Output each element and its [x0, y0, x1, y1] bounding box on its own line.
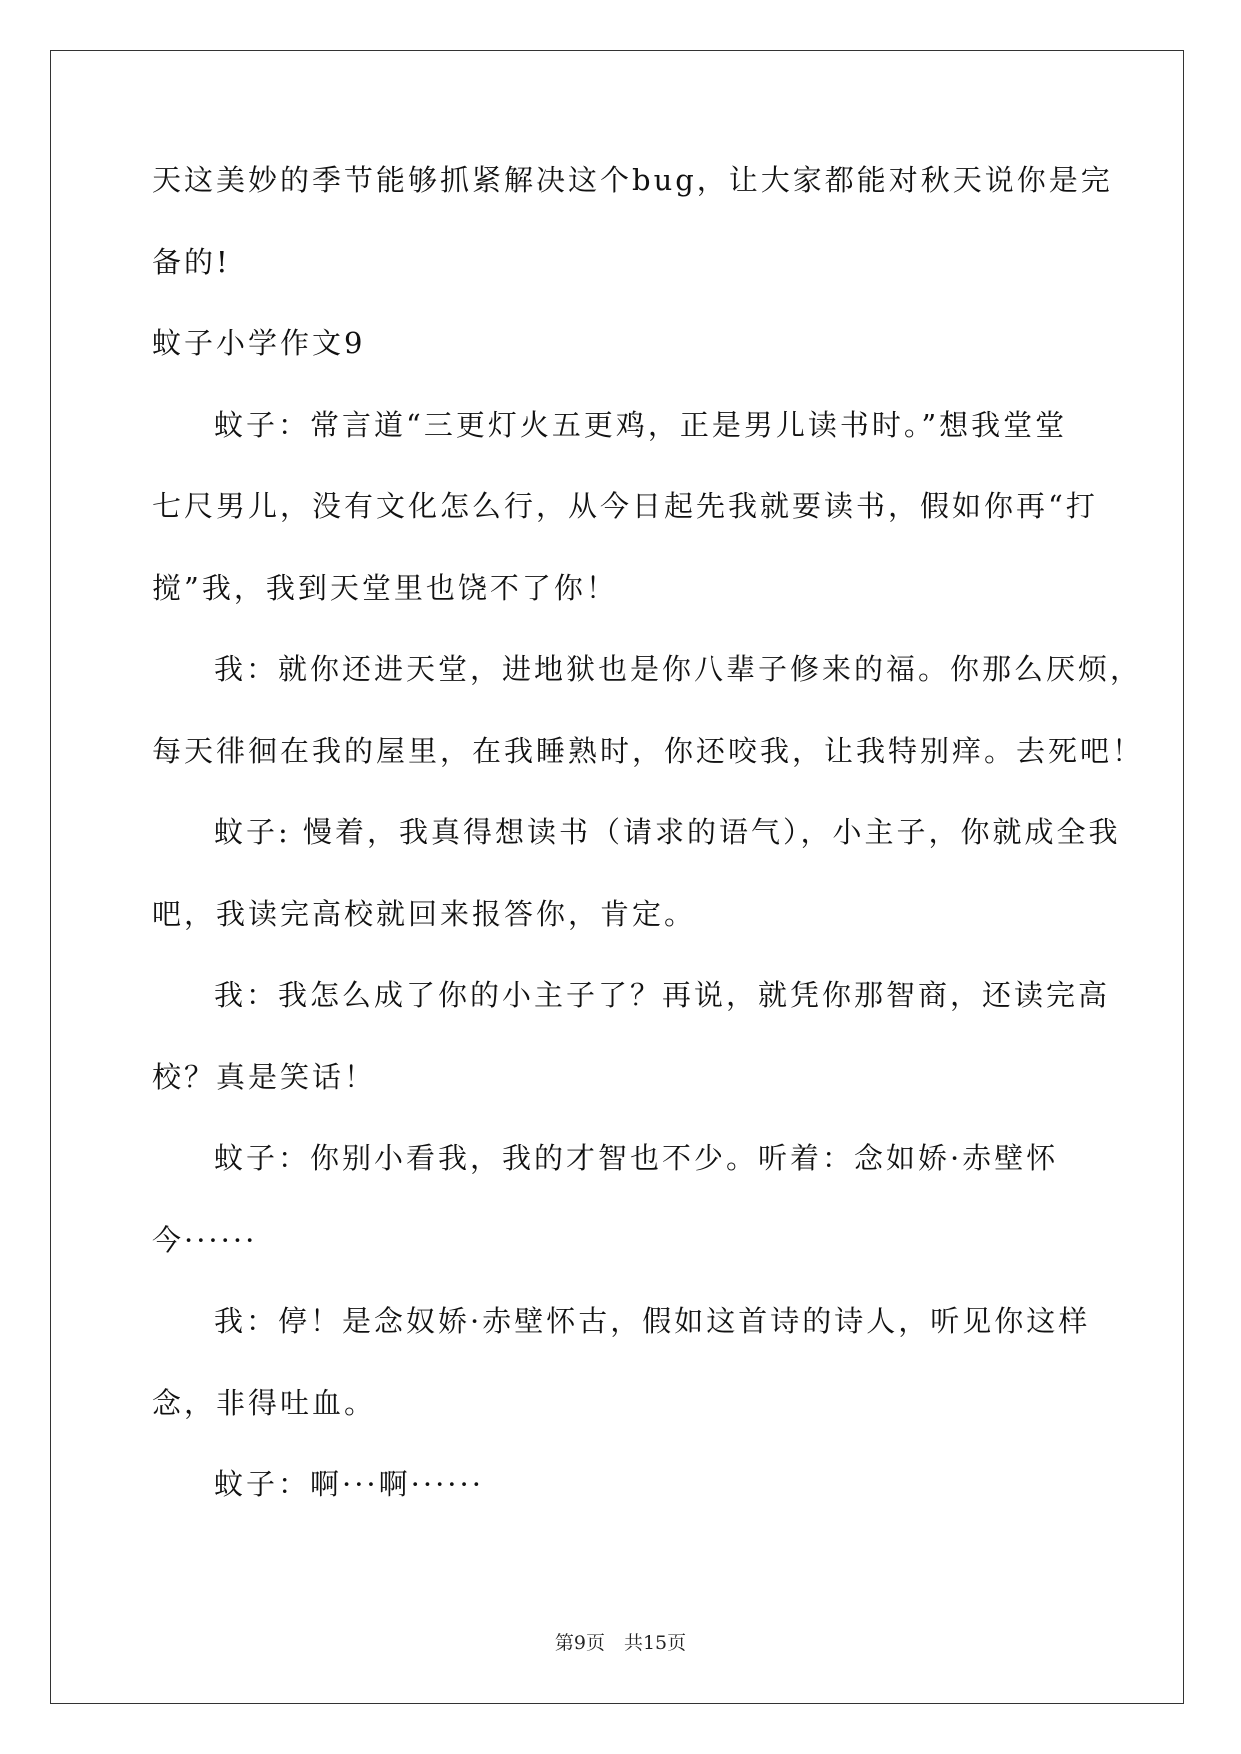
text-line: 天这美妙的季节能够抓紧解决这个bug，让大家都能对秋天说你是完: [152, 163, 1113, 197]
text-line: 吧，我读完高校就回来报答你，肯定。: [152, 896, 697, 931]
paragraph-start: 蚊子：你别小看我，我的才智也不少。听着：念如娇·赤壁怀: [214, 1141, 1059, 1175]
text-line: 七尺男儿，没有文化怎么行，从今日起先我就要读书，假如你再“打: [152, 489, 1098, 523]
section-heading: 蚊子小学作文9: [152, 326, 366, 360]
text-line: 校？真是笑话！: [152, 1059, 377, 1094]
paragraph-start: 我：停！是念奴娇·赤壁怀古，假如这首诗的诗人，听见你这样: [214, 1304, 1091, 1338]
paragraph-start: 我：就你还进天堂，进地狱也是你八辈子修来的福。你那么厌烦，: [214, 652, 1143, 686]
document-body: [152, 160, 1145, 1546]
text-line: 今······: [152, 1222, 258, 1257]
paragraph-start: 蚊子：啊···啊······: [214, 1467, 484, 1501]
page-number: 第9页 共15页: [554, 1632, 687, 1654]
text-line: 每天徘徊在我的屋里，在我睡熟时，你还咬我，让我特别痒。去死吧！: [152, 733, 1145, 768]
paragraph-start: 我：我怎么成了你的小主子了？再说，就凭你那智商，还读完高: [214, 978, 1111, 1012]
paragraph-start: 蚊子：常言道“三更灯火五更鸡，正是男儿读书时。”想我堂堂: [214, 407, 1068, 442]
text-line: 备的!: [152, 244, 231, 279]
text-line: 搅”我，我到天堂里也饶不了你！: [152, 570, 618, 605]
paragraph-start: 蚊子: 慢着，我真得想读书（请求的语气），小主子，你就成全我: [214, 815, 1121, 849]
text-line: 念，非得吐血。: [152, 1385, 377, 1420]
